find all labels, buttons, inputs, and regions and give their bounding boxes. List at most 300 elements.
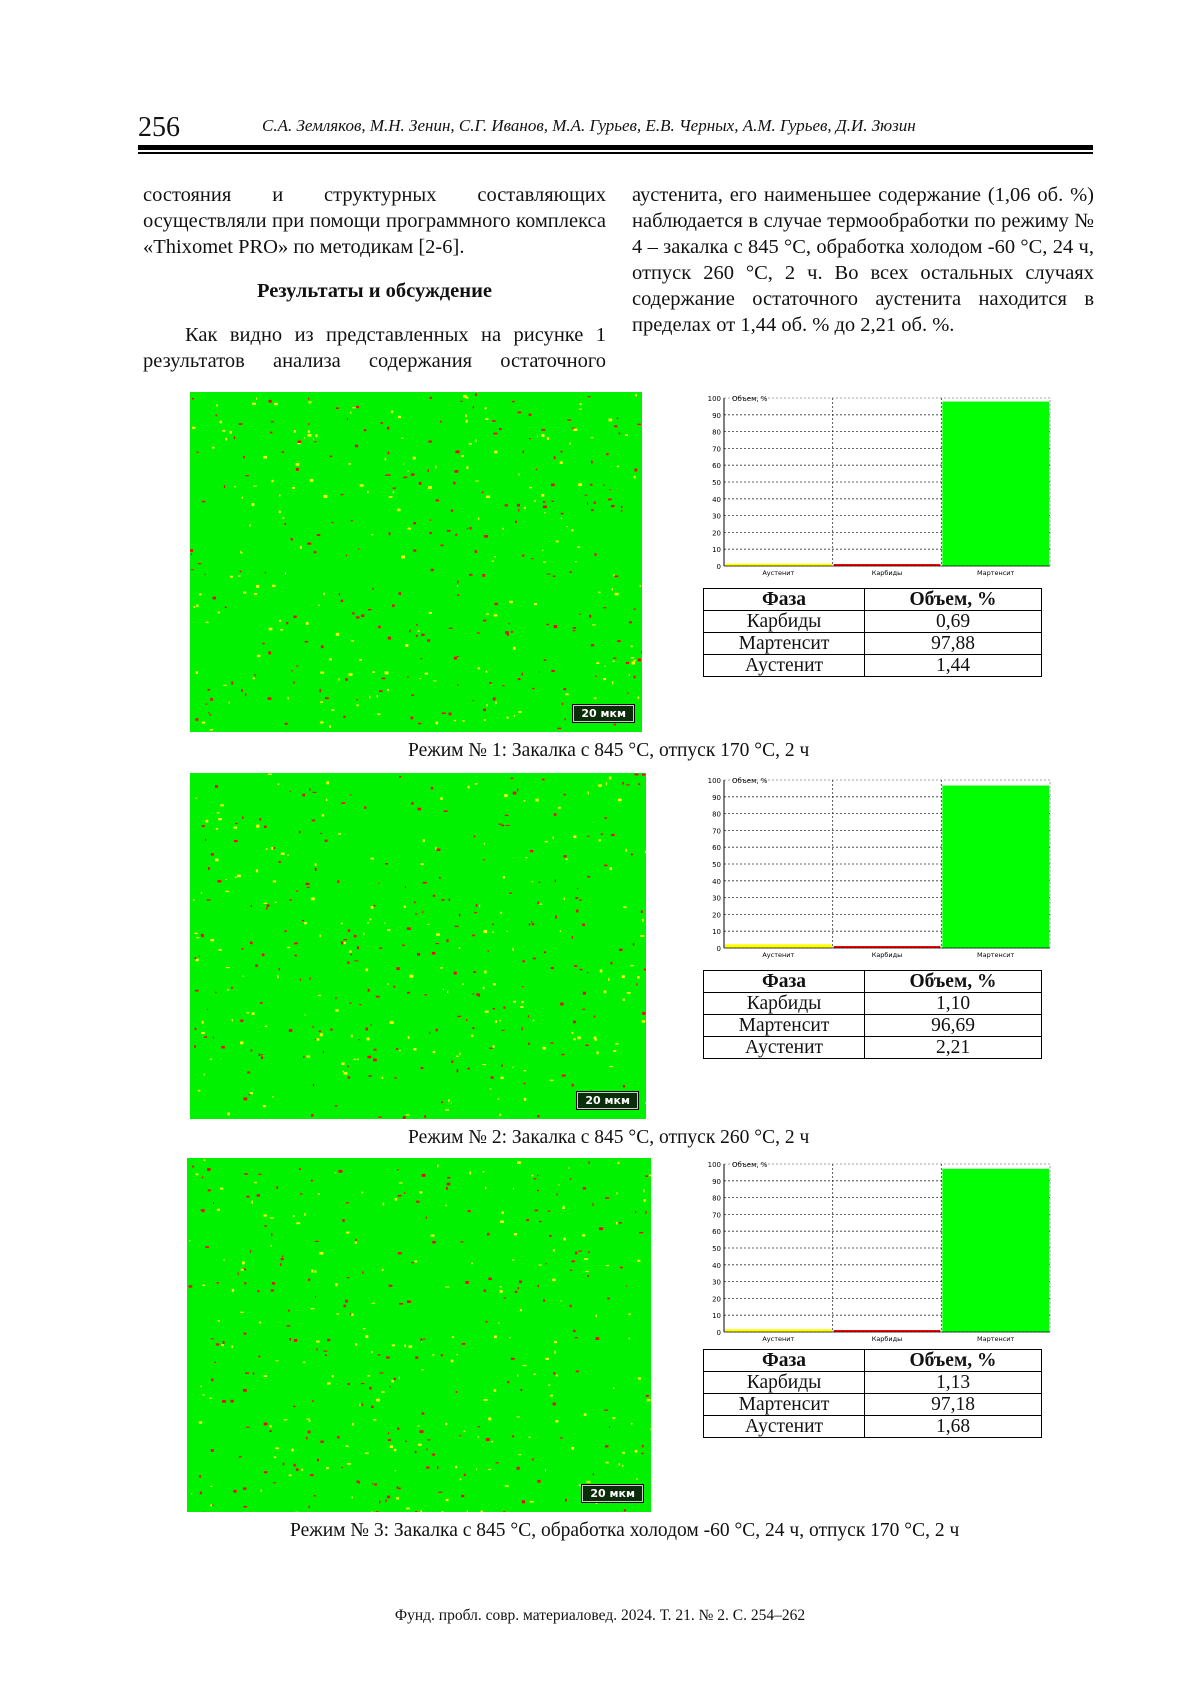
austenite-particle — [304, 922, 307, 924]
carbide-particle — [455, 926, 459, 927]
carbide-particle — [492, 923, 493, 925]
carbide-particle — [429, 532, 431, 534]
carbide-particle — [611, 505, 615, 507]
austenite-particle — [399, 1377, 400, 1380]
carbide-particle — [257, 1194, 260, 1197]
carbide-particle — [543, 501, 545, 503]
carbide-particle — [415, 1511, 417, 1512]
austenite-particle — [596, 1315, 597, 1317]
austenite-particle — [318, 995, 321, 996]
carbide-particle — [460, 1435, 461, 1436]
carbide-particle — [436, 849, 440, 852]
austenite-particle — [418, 1444, 422, 1446]
phase-cell: Карбиды — [704, 611, 865, 633]
austenite-particle — [437, 1164, 438, 1167]
carbide-particle — [587, 1275, 589, 1277]
austenite-particle — [580, 403, 582, 405]
carbide-particle — [551, 670, 554, 672]
austenite-particle — [408, 528, 411, 530]
austenite-particle — [320, 672, 324, 674]
austenite-particle — [650, 1428, 651, 1430]
austenite-particle — [539, 904, 542, 905]
carbide-particle — [467, 528, 468, 529]
austenite-particle — [634, 476, 636, 479]
carbide-particle — [574, 965, 577, 967]
carbide-particle — [537, 1115, 540, 1117]
y-tick-label: 60 — [712, 1228, 721, 1237]
austenite-particle — [269, 628, 273, 631]
carbide-particle — [557, 728, 561, 729]
carbide-particle — [398, 1487, 401, 1489]
carbide-particle — [373, 905, 375, 907]
carbide-particle — [366, 1028, 368, 1031]
austenite-particle — [331, 709, 334, 711]
austenite-particle — [563, 1238, 565, 1241]
austenite-particle — [313, 438, 314, 439]
austenite-particle — [598, 784, 602, 787]
carbide-particle — [368, 1075, 371, 1076]
carbide-particle — [244, 1333, 247, 1335]
carbide-particle — [374, 1049, 377, 1051]
carbide-particle — [403, 477, 407, 479]
austenite-particle — [216, 828, 218, 830]
austenite-particle — [532, 1175, 534, 1176]
austenite-particle — [517, 1161, 521, 1164]
austenite-particle — [499, 1020, 501, 1021]
carbide-particle — [446, 1187, 448, 1190]
carbide-particle — [215, 992, 216, 993]
carbide-particle — [195, 957, 197, 959]
carbide-particle — [606, 453, 608, 455]
page-number: 256 — [138, 112, 180, 143]
y-tick-label: 70 — [712, 1211, 721, 1220]
austenite-particle — [640, 585, 641, 587]
austenite-particle — [414, 1260, 417, 1262]
austenite-particle — [451, 1103, 452, 1104]
austenite-particle — [507, 931, 508, 932]
austenite-particle — [446, 1205, 447, 1206]
austenite-particle — [265, 1026, 268, 1027]
austenite-particle — [436, 933, 440, 935]
austenite-particle — [435, 847, 436, 850]
austenite-particle — [625, 849, 626, 852]
austenite-particle — [296, 1222, 300, 1224]
austenite-particle — [381, 1391, 385, 1392]
carbide-particle — [582, 1009, 585, 1010]
right-paragraph: аустенита, его наименьшее содержание (1,06 об. %) наблюдается в случае термообработки по режиму № 4 – закалка с 845 °С, обработка холодом -60 °С, 24 ч, отпуск 260 °С, 2 ч. Во всех остальных случаях содержание остаточного аустенита находится в пределах от 1,44 об. % до 2,21 об. %. — [632, 184, 1094, 336]
table-row — [704, 1037, 1042, 1059]
austenite-particle — [573, 835, 576, 838]
austenite-particle — [346, 1232, 349, 1234]
carbide-particle — [343, 716, 345, 718]
austenite-particle — [360, 484, 364, 486]
austenite-particle — [623, 999, 625, 1001]
austenite-particle — [314, 1270, 316, 1272]
carbide-particle — [414, 902, 416, 904]
carbide-particle — [489, 1048, 492, 1049]
running-header-authors: С.А. Земляков, М.Н. Зенин, С.Г. Иванов, М.А. Гурьев, Е.В. Черных, А.М. Гурьев, Д.И. Зюзин — [262, 116, 916, 135]
carbide-particle — [517, 504, 520, 507]
carbide-particle — [542, 779, 544, 781]
austenite-particle — [478, 667, 480, 669]
x-tick-label: Аустенит — [762, 1335, 795, 1343]
carbide-particle — [296, 666, 298, 667]
austenite-particle — [638, 697, 640, 699]
austenite-particle — [288, 697, 289, 700]
austenite-particle — [357, 1059, 359, 1061]
carbide-particle — [503, 1007, 505, 1009]
phase-table-regime-3 — [703, 1349, 1042, 1438]
carbide-particle — [262, 953, 264, 956]
micrograph-particles — [190, 773, 646, 1119]
carbide-particle — [522, 960, 524, 962]
carbide-particle — [341, 600, 343, 602]
austenite-particle — [323, 593, 324, 595]
carbide-particle — [247, 1071, 250, 1073]
carbide-particle — [436, 1029, 438, 1032]
austenite-particle — [597, 1051, 599, 1054]
carbide-particle — [411, 802, 413, 805]
carbide-particle — [590, 484, 592, 486]
carbide-particle — [591, 461, 593, 464]
austenite-particle — [204, 1074, 205, 1076]
carbide-particle — [561, 513, 564, 515]
carbide-particle — [572, 936, 573, 939]
austenite-particle — [351, 1035, 353, 1038]
carbide-particle — [336, 407, 339, 409]
carbide-particle — [474, 912, 477, 913]
austenite-particle — [269, 1425, 271, 1427]
carbide-particle — [578, 1251, 582, 1252]
carbide-particle — [251, 905, 252, 907]
carbide-particle — [343, 939, 347, 940]
carbide-particle — [543, 506, 547, 509]
austenite-particle — [194, 933, 197, 934]
carbide-particle — [214, 1362, 216, 1363]
austenite-particle — [200, 1386, 201, 1387]
carbide-particle — [207, 899, 211, 900]
austenite-particle — [645, 851, 646, 853]
carbide-particle — [416, 635, 418, 637]
austenite-particle — [619, 1463, 621, 1465]
x-tick-label: Мартенсит — [976, 1335, 1015, 1343]
carbide-particle — [310, 1474, 313, 1476]
austenite-particle — [541, 494, 544, 497]
austenite-particle — [486, 613, 489, 614]
carbide-particle — [403, 1116, 406, 1119]
austenite-particle — [335, 1283, 337, 1286]
carbide-particle — [472, 993, 474, 994]
carbide-particle — [545, 1263, 546, 1264]
austenite-particle — [512, 948, 514, 951]
carbide-particle — [345, 1300, 348, 1303]
austenite-particle — [348, 463, 351, 464]
carbide-particle — [250, 1250, 251, 1252]
carbide-particle — [341, 494, 344, 495]
carbide-particle — [243, 456, 245, 458]
carbide-particle — [488, 1278, 492, 1280]
carbide-particle — [634, 676, 636, 678]
carbide-particle — [312, 820, 315, 822]
carbide-particle — [316, 1348, 317, 1351]
austenite-particle — [635, 394, 637, 396]
austenite-particle — [408, 1346, 412, 1348]
carbide-particle — [535, 1210, 538, 1212]
carbide-particle — [645, 1211, 646, 1214]
carbide-particle — [348, 1076, 350, 1078]
carbide-particle — [587, 836, 589, 837]
carbide-particle — [636, 983, 637, 985]
carbide-particle — [426, 1449, 427, 1451]
table-row — [704, 633, 1042, 655]
carbide-particle — [356, 699, 358, 700]
carbide-particle — [435, 943, 438, 944]
austenite-particle — [431, 1234, 435, 1236]
carbide-particle — [544, 659, 547, 661]
austenite-particle — [199, 1421, 202, 1423]
carbide-particle — [199, 956, 200, 957]
austenite-particle — [318, 605, 320, 606]
austenite-particle — [237, 875, 241, 878]
austenite-particle — [220, 421, 222, 423]
carbide-particle — [313, 1026, 314, 1028]
austenite-particle — [522, 1001, 524, 1003]
austenite-particle — [350, 412, 351, 414]
carbide-particle — [609, 1426, 610, 1428]
carbide-particle — [504, 1297, 506, 1298]
carbide-particle — [569, 1178, 571, 1179]
carbide-particle — [537, 1175, 538, 1177]
carbide-particle — [409, 630, 410, 632]
carbide-particle — [529, 414, 532, 416]
austenite-particle — [440, 967, 443, 968]
austenite-particle — [371, 906, 374, 909]
carbide-particle — [583, 1187, 586, 1189]
carbide-particle — [323, 1351, 327, 1352]
austenite-particle — [271, 480, 273, 482]
austenite-particle — [523, 1365, 527, 1366]
figure-caption-regime-3: Режим № 3: Закалка с 845 °С, обработка холодом -60 °С, 24 ч, отпуск 170 °С, 2 ч — [290, 1520, 960, 1541]
austenite-particle — [502, 528, 504, 530]
austenite-particle — [517, 1416, 520, 1417]
carbide-particle — [454, 972, 457, 975]
carbide-particle — [633, 943, 634, 945]
austenite-particle — [404, 906, 406, 908]
austenite-particle — [210, 1486, 212, 1487]
austenite-particle — [215, 859, 219, 862]
carbide-particle — [596, 1337, 600, 1340]
austenite-particle — [243, 592, 246, 594]
section-heading: Результаты и обсуждение — [257, 280, 492, 302]
austenite-particle — [524, 1098, 526, 1101]
carbide-particle — [364, 806, 366, 808]
carbide-particle — [439, 877, 440, 879]
austenite-particle — [486, 671, 488, 673]
austenite-particle — [498, 1098, 499, 1099]
austenite-particle — [499, 1114, 501, 1116]
austenite-particle — [642, 1020, 645, 1022]
austenite-particle — [390, 1021, 394, 1024]
carbide-particle — [208, 689, 211, 691]
austenite-particle — [454, 720, 456, 721]
carbide-particle — [243, 1097, 247, 1100]
austenite-particle — [560, 930, 561, 932]
carbide-particle — [240, 1020, 243, 1022]
austenite-particle — [336, 633, 339, 636]
austenite-particle — [316, 1341, 320, 1343]
micrograph-regime-2 — [190, 773, 646, 1119]
carbide-particle — [299, 1168, 301, 1170]
y-tick-label: 50 — [712, 1245, 721, 1253]
austenite-particle — [376, 1399, 380, 1402]
austenite-particle — [520, 1309, 522, 1311]
austenite-particle — [322, 814, 324, 816]
carbide-particle — [356, 406, 359, 408]
column-header-volume: Объем, % — [865, 971, 1042, 993]
austenite-particle — [456, 1056, 459, 1057]
austenite-particle — [445, 1286, 449, 1287]
carbide-particle — [637, 424, 641, 425]
carbide-particle — [587, 502, 588, 505]
carbide-particle — [250, 942, 253, 944]
austenite-particle — [353, 1059, 356, 1060]
austenite-particle — [421, 1369, 424, 1370]
carbide-particle — [522, 1027, 523, 1030]
carbide-particle — [455, 534, 457, 536]
austenite-particle — [275, 902, 277, 903]
phase-cell: Аустенит — [704, 1037, 865, 1059]
carbide-particle — [195, 990, 199, 992]
austenite-particle — [389, 496, 393, 498]
carbide-particle — [298, 441, 302, 443]
carbide-particle — [245, 475, 249, 476]
austenite-particle — [279, 620, 281, 622]
austenite-particle — [227, 989, 229, 990]
austenite-particle — [482, 1064, 486, 1065]
austenite-particle — [486, 496, 490, 498]
carbide-particle — [354, 960, 358, 961]
austenite-particle — [504, 794, 507, 797]
carbide-particle — [442, 712, 446, 714]
austenite-particle — [484, 971, 486, 974]
austenite-particle — [564, 898, 565, 900]
carbide-particle — [553, 576, 556, 577]
austenite-particle — [206, 622, 209, 623]
austenite-particle — [517, 1374, 518, 1376]
carbide-particle — [431, 569, 434, 572]
carbide-particle — [537, 902, 539, 904]
carbide-particle — [404, 1192, 405, 1194]
austenite-particle — [542, 434, 545, 437]
austenite-particle — [252, 503, 255, 506]
austenite-particle — [399, 1050, 401, 1051]
carbide-particle — [564, 718, 565, 720]
carbide-particle — [272, 1282, 275, 1284]
austenite-particle — [315, 434, 317, 437]
carbide-particle — [293, 681, 294, 684]
austenite-particle — [637, 976, 640, 979]
carbide-particle — [499, 824, 502, 825]
austenite-particle — [483, 987, 485, 989]
carbide-particle — [544, 951, 546, 953]
austenite-particle — [201, 1032, 205, 1034]
carbide-particle — [563, 794, 566, 796]
carbide-particle — [387, 1496, 390, 1499]
austenite-particle — [485, 1187, 486, 1189]
austenite-particle — [306, 622, 309, 625]
carbide-particle — [374, 1484, 377, 1486]
phase-cell: Карбиды — [704, 993, 865, 1015]
austenite-particle — [387, 983, 388, 985]
austenite-particle — [234, 486, 236, 487]
austenite-particle — [565, 693, 568, 695]
austenite-particle — [588, 791, 589, 794]
carbide-particle — [617, 418, 618, 419]
austenite-particle — [625, 434, 628, 436]
carbide-particle — [296, 942, 298, 943]
carbide-particle — [601, 834, 603, 835]
austenite-particle — [494, 614, 498, 616]
carbide-particle — [531, 558, 533, 559]
austenite-particle — [579, 1484, 582, 1486]
carbide-particle — [198, 563, 202, 564]
austenite-particle — [631, 662, 634, 665]
carbide-particle — [472, 1027, 474, 1029]
austenite-particle — [603, 678, 606, 680]
carbide-particle — [461, 1495, 464, 1497]
carbide-particle — [411, 716, 414, 719]
carbide-particle — [258, 1356, 260, 1358]
phase-table-regime-2 — [703, 970, 1042, 1059]
carbide-particle — [320, 833, 322, 834]
carbide-particle — [319, 1031, 321, 1032]
carbide-particle — [421, 658, 423, 659]
carbide-particle — [554, 625, 557, 628]
austenite-particle — [547, 437, 549, 440]
austenite-particle — [594, 698, 597, 699]
austenite-particle — [622, 1452, 624, 1454]
carbide-particle — [621, 506, 622, 508]
austenite-particle — [427, 924, 429, 925]
y-tick-label: 10 — [712, 546, 721, 555]
austenite-particle — [261, 1489, 262, 1492]
carbide-particle — [327, 1339, 330, 1341]
austenite-particle — [456, 1354, 458, 1355]
austenite-particle — [592, 624, 596, 625]
carbide-particle — [350, 794, 352, 795]
y-tick-label: 40 — [712, 1261, 721, 1270]
austenite-particle — [257, 655, 261, 657]
carbide-particle — [529, 923, 530, 925]
carbide-particle — [623, 1085, 625, 1087]
carbide-particle — [283, 1463, 285, 1466]
carbide-particle — [211, 853, 214, 855]
carbide-particle — [378, 883, 379, 884]
y-tick-label: 100 — [707, 1161, 721, 1169]
austenite-particle — [233, 827, 237, 829]
austenite-particle — [501, 1077, 504, 1079]
y-tick-label: 50 — [712, 479, 721, 487]
carbide-particle — [320, 689, 322, 692]
carbide-particle — [294, 1339, 297, 1342]
carbide-particle — [433, 895, 435, 897]
austenite-particle — [617, 1162, 619, 1164]
carbide-particle — [554, 456, 556, 459]
bar-3 — [942, 786, 1049, 948]
carbide-particle — [482, 574, 485, 577]
carbide-particle — [338, 1170, 342, 1173]
carbide-particle — [537, 1190, 539, 1191]
